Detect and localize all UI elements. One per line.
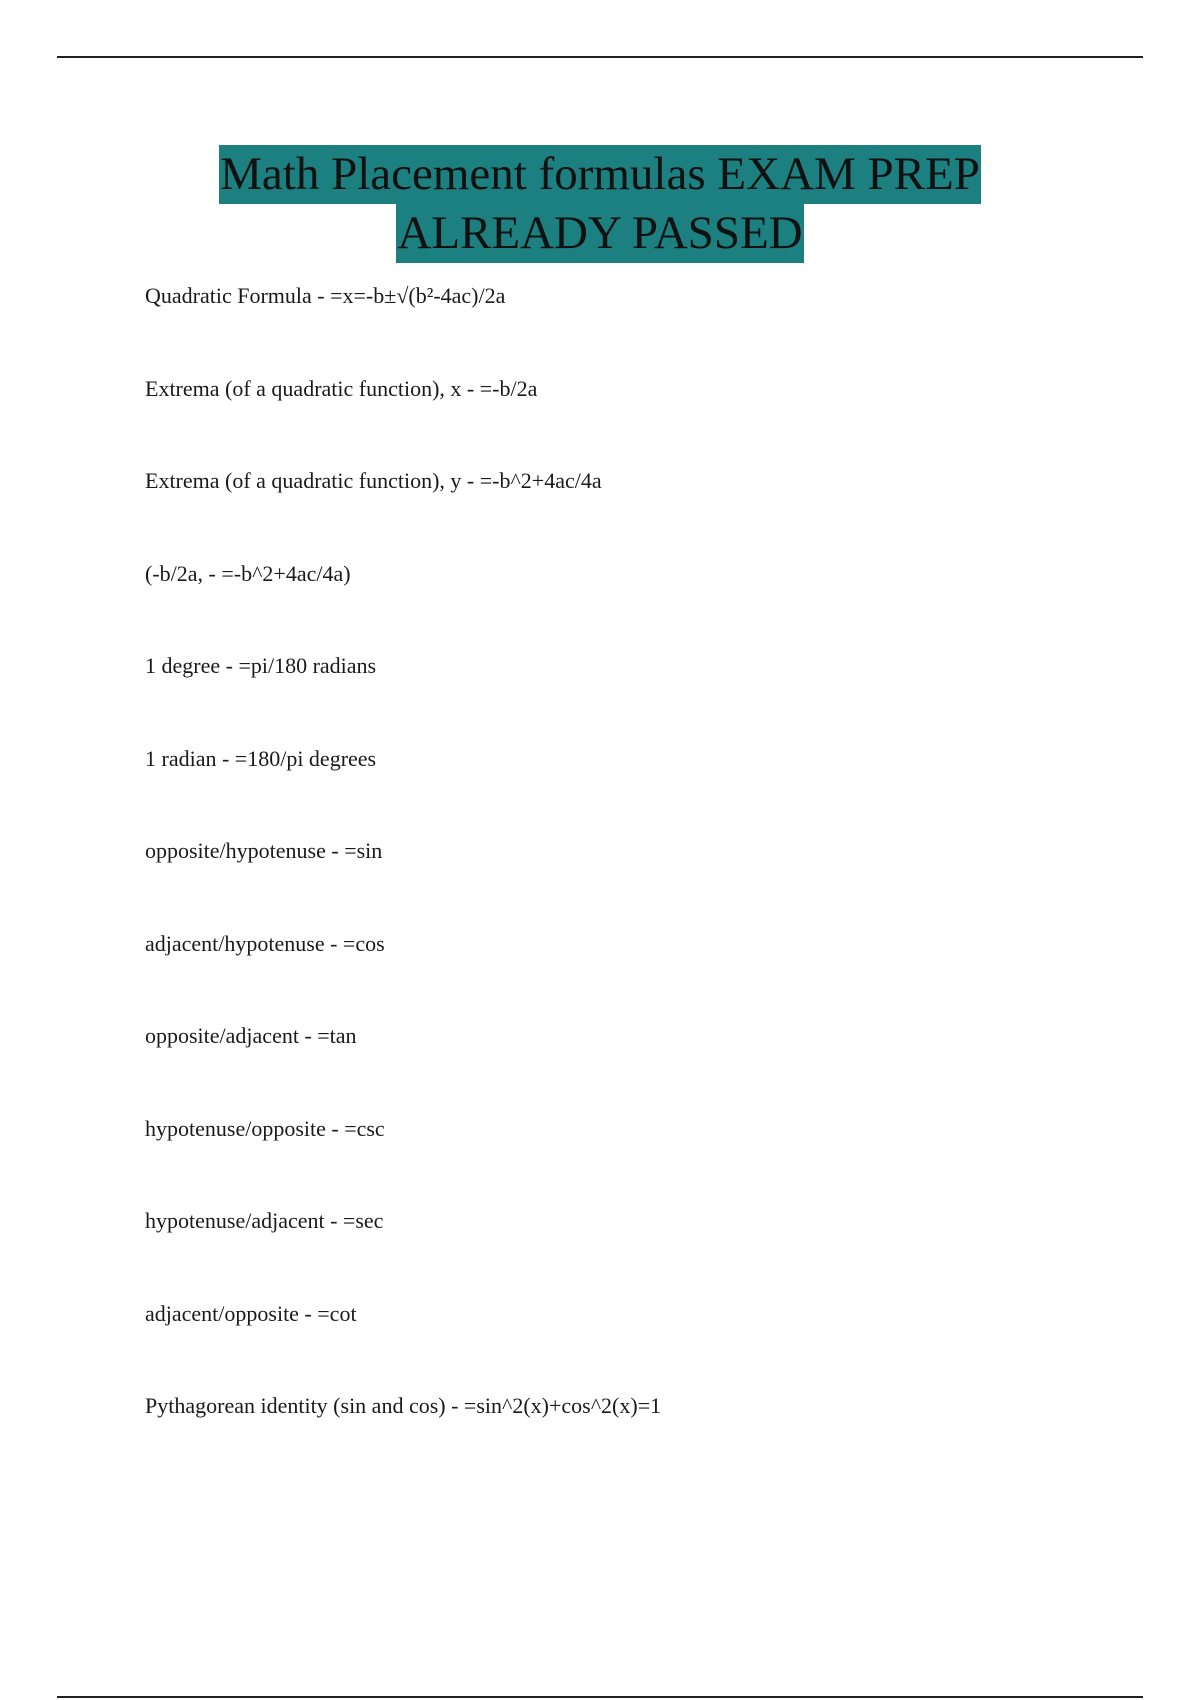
formula-entry-pythagorean: Pythagorean identity (sin and cos) - =sin^2(x)+cos^2(x)=1 <box>145 1393 662 1418</box>
formula-entry-csc: hypotenuse/opposite - =csc <box>145 1115 385 1141</box>
formula-entry-sin: opposite/hypotenuse - =sin <box>145 838 383 863</box>
formula-entry-extrema-x: Extrema (of a quadratic function), x - =-b/2a <box>145 375 538 401</box>
formula-entry-extrema-y: Extrema (of a quadratic function), y - =-b^2+4ac/4a <box>145 468 602 493</box>
formula-entry-degree: 1 degree - =pi/180 radians <box>145 653 377 678</box>
formula-list <box>145 276 1145 1479</box>
formula-entry-radian: 1 radian - =180/pi degrees <box>145 745 377 771</box>
top-rule <box>57 56 1143 58</box>
formula-entry-cos: adjacent/hypotenuse - =cos <box>145 930 385 956</box>
title-line-2: ALREADY PASSED <box>396 204 803 263</box>
formula-entry-quadratic: Quadratic Formula - =x=-b±√(b²-4ac)/2a <box>145 283 506 308</box>
formula-entry-vertex: (-b/2a, - =-b^2+4ac/4a) <box>145 560 351 586</box>
formula-entry-tan: opposite/adjacent - =tan <box>145 1023 357 1048</box>
page-title <box>0 145 1200 263</box>
title-line-1: Math Placement formulas EXAM PREP <box>219 145 981 204</box>
formula-entry-cot: adjacent/opposite - =cot <box>145 1300 357 1326</box>
bottom-rule <box>57 1696 1143 1698</box>
formula-entry-sec: hypotenuse/adjacent - =sec <box>145 1208 384 1233</box>
